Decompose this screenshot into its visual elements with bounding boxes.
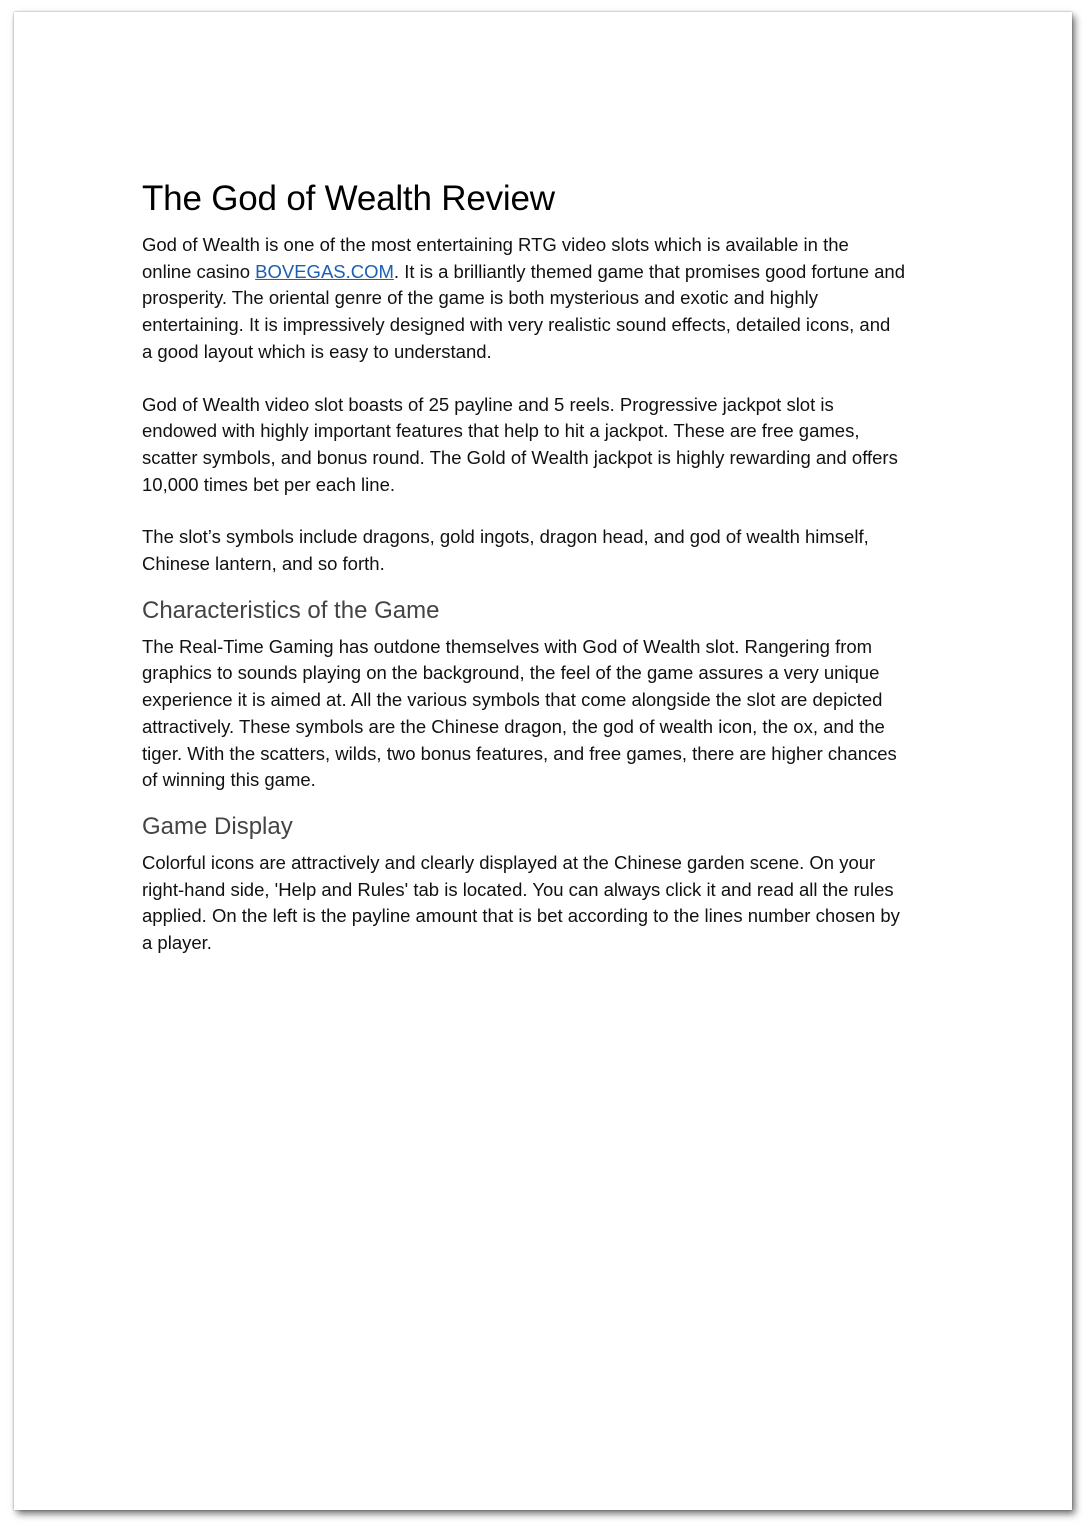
- text-line: right-hand side, 'Help and Rules' tab is located. You can always click it and read all the rules: [142, 878, 894, 900]
- text-line: experience it is aimed at. All the various symbols that come alongside the slot are depicted: [142, 689, 883, 711]
- text-line: scatter symbols, and bonus round. The Gold of Wealth jackpot is highly rewarding and offers: [142, 446, 898, 468]
- paragraph-game-display: [142, 850, 952, 957]
- section-heading-game-display: Game Display: [142, 812, 293, 840]
- document-content: [142, 176, 952, 957]
- text-line: tiger. With the scatters, wilds, two bonus features, and free games, there are higher chances: [142, 742, 897, 764]
- text-line: entertaining. It is impressively designed with very realistic sound effects, detailed icons, and: [142, 314, 891, 336]
- intro-paragraph: [142, 232, 952, 366]
- text-line: Colorful icons are attractively and clearly displayed at the Chinese garden scene. On your: [142, 851, 876, 873]
- paragraph-characteristics: [142, 634, 952, 794]
- text-line: Chinese lantern, and so forth.: [142, 553, 385, 575]
- document-page: [14, 12, 1072, 1510]
- text-line: The slot’s symbols include dragons, gold ingots, dragon head, and god of wealth himself,: [142, 526, 869, 548]
- text-line: [142, 259, 952, 286]
- text-line: a player.: [142, 932, 212, 954]
- text-line: graphics to sounds playing on the background, the feel of the game assures a very unique: [142, 662, 880, 684]
- text-line: The Real-Time Gaming has outdone themselves with God of Wealth slot. Rangering from: [142, 635, 873, 657]
- text-line: applied. On the left is the payline amount that is bet according to the lines number chosen by: [142, 905, 900, 927]
- text-line: 10,000 times bet per each line.: [142, 473, 395, 495]
- text-line: God of Wealth is one of the most entertaining RTG video slots which is available in the: [142, 234, 849, 255]
- text-span: . It is a brilliantly themed game that promises good fortune and: [393, 260, 906, 282]
- text-line: of winning this game.: [142, 769, 316, 791]
- page-title: The God of Wealth Review: [142, 179, 555, 218]
- paragraph-paylines: [142, 392, 952, 499]
- paragraph-symbols: [142, 524, 952, 577]
- text-line: a good layout which is easy to understand.: [142, 340, 492, 362]
- text-line: prosperity. The oriental genre of the game is both mysterious and exotic and highly: [142, 287, 818, 309]
- bovegas-link[interactable]: BOVEGAS.COM: [255, 260, 394, 282]
- text-line: God of Wealth video slot boasts of 25 payline and 5 reels. Progressive jackpot slot is: [142, 393, 834, 415]
- text-span: online casino: [142, 260, 256, 282]
- text-line: endowed with highly important features that help to hit a jackpot. These are free games,: [142, 420, 860, 442]
- section-heading-characteristics: Characteristics of the Game: [142, 596, 440, 624]
- text-line: attractively. These symbols are the Chinese dragon, the god of wealth icon, the ox, and the: [142, 715, 885, 737]
